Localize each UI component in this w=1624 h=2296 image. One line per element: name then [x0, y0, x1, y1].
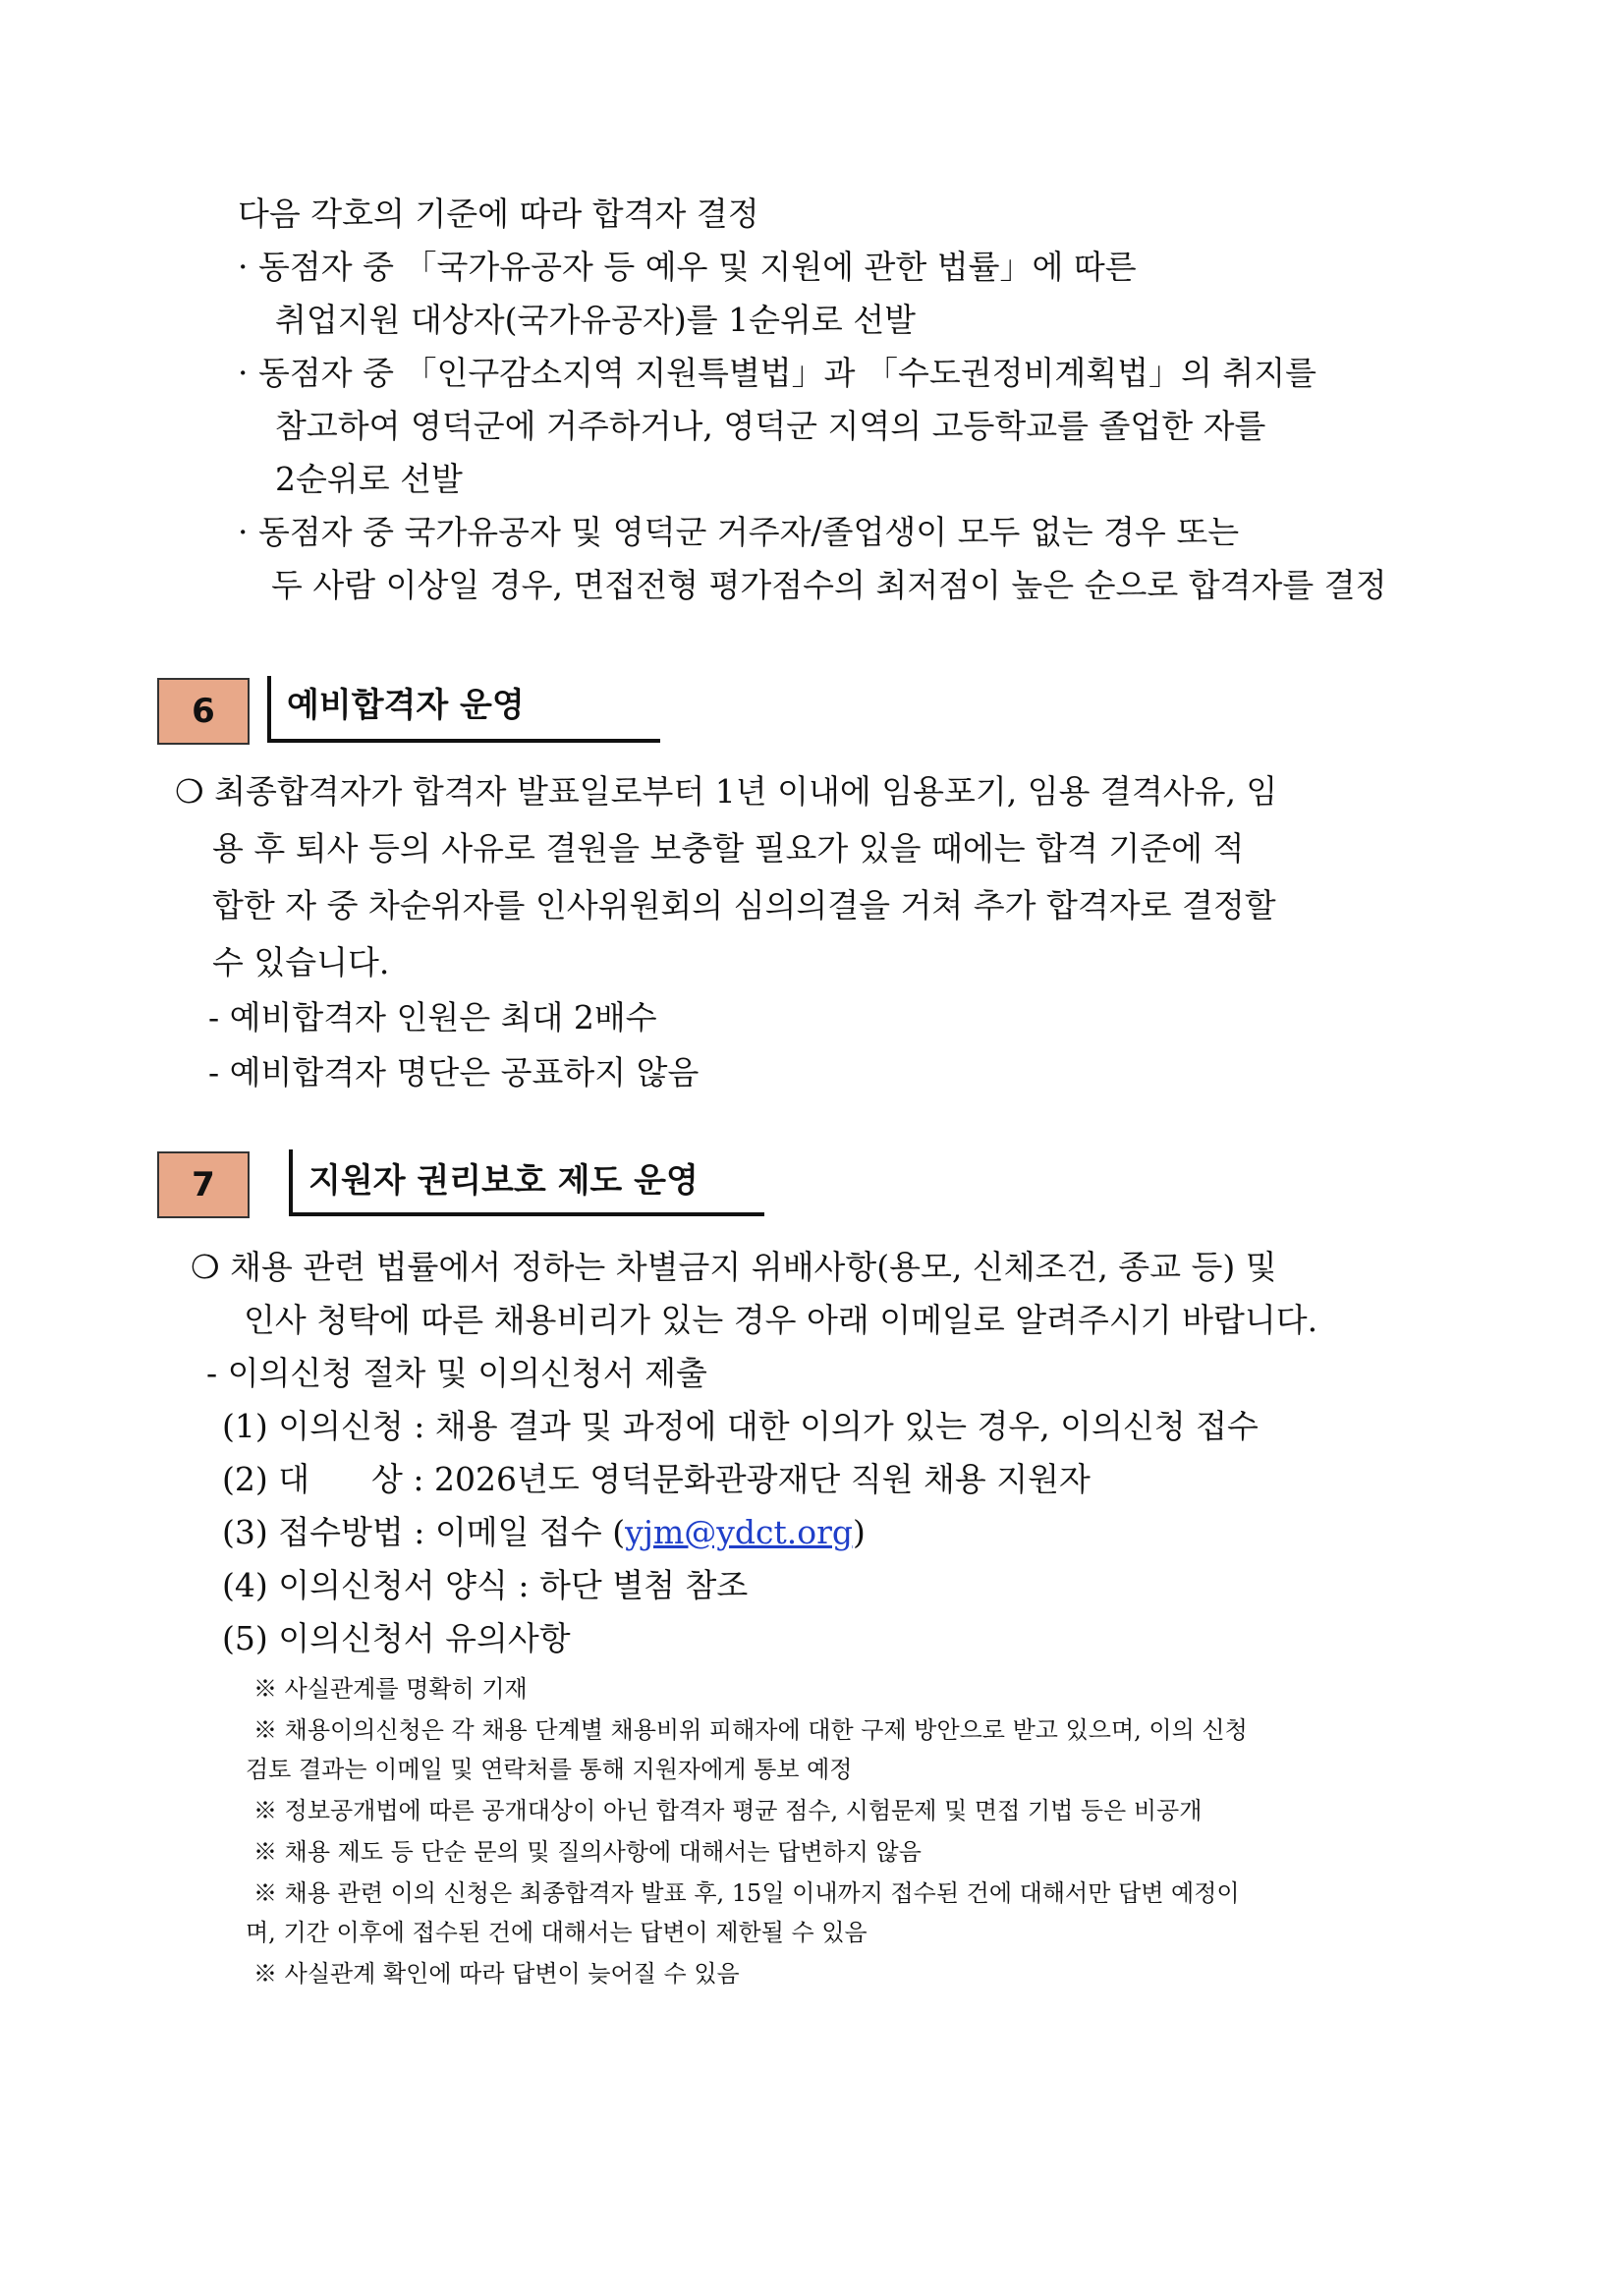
note-2-continued: 검토 결과는 이메일 및 연락처를 통해 지원자에게 통보 예정 — [246, 1756, 853, 1783]
note-6: ※ 사실관계 확인에 따라 답변이 늦어질 수 있음 — [253, 1960, 740, 1988]
section-6-para-line-3: 합한 자 중 차순위자를 인사위원회의 심의의결을 거쳐 추가 합격자로 결정할 — [212, 886, 1276, 924]
intro-line-5: 참고하여 영덕군에 거주하거나, 영덕군 지역의 고등학교를 졸업한 자를 — [275, 407, 1266, 445]
section-7-bar — [289, 1149, 293, 1214]
section-7-item-4: (4) 이의신청서 양식 : 하단 별첨 참조 — [222, 1566, 749, 1604]
section-7-item-3-prefix: (3) 접수방법 : 이메일 접수 ( — [222, 1513, 626, 1551]
section-7-item-2: (2) 대 상 : 2026년도 영덕문화관광재단 직원 채용 지원자 — [222, 1460, 1091, 1498]
section-6-bullet-2: - 예비합격자 명단은 공표하지 않음 — [208, 1053, 700, 1092]
section-7-item-3-suffix: ) — [853, 1513, 866, 1551]
note-5: ※ 채용 관련 이의 신청은 최종합격자 발표 후, 15일 이내까지 접수된 건에 대해서만 답변 예정이 — [253, 1879, 1240, 1907]
note-1: ※ 사실관계를 명확히 기재 — [253, 1675, 528, 1703]
section-6-underline — [267, 739, 660, 743]
section-6-bar — [267, 676, 271, 741]
section-7-title: 지원자 권리보호 제도 운영 — [308, 1161, 699, 1201]
note-2: ※ 채용이의신청은 각 채용 단계별 채용비위 피해자에 대한 구제 방안으로 받고 있으며, 이의 신청 — [253, 1716, 1248, 1744]
intro-line-4: · 동점자 중 「인구감소지역 지원특별법」과 「수도권정비계획법」의 취지를 — [238, 354, 1317, 392]
email-link[interactable]: yjm@ydct.org — [625, 1513, 854, 1551]
section-7-underline — [289, 1212, 764, 1216]
section-6-title: 예비합격자 운영 — [287, 686, 525, 725]
section-7-number: 7 — [157, 1151, 250, 1218]
intro-line-1: 다음 각호의 기준에 따라 합격자 결정 — [238, 195, 759, 233]
section-6-para-line-2: 용 후 퇴사 등의 사유로 결원을 보충할 필요가 있을 때에는 합격 기준에 적 — [212, 829, 1245, 868]
intro-line-3: 취업지원 대상자(국가유공자)를 1순위로 선발 — [275, 301, 917, 339]
section-6-para-line-1: ❍ 최종합격자가 합격자 발표일로부터 1년 이내에 임용포기, 임용 결격사유, 임 — [175, 772, 1278, 811]
note-3: ※ 정보공개법에 따른 공개대상이 아닌 합격자 평균 점수, 시험문제 및 면접 기법 등은 비공개 — [253, 1797, 1203, 1824]
section-7-item-1: (1) 이의신청 : 채용 결과 및 과정에 대한 이의가 있는 경우, 이의신청 접수 — [222, 1407, 1259, 1445]
section-7-subheading: - 이의신청 절차 및 이의신청서 제출 — [206, 1354, 707, 1392]
intro-line-6: 2순위로 선발 — [275, 460, 463, 498]
section-6-bullet-1: - 예비합격자 인원은 최대 2배수 — [208, 998, 657, 1036]
section-6-para-line-4: 수 있습니다. — [212, 943, 390, 981]
intro-line-7: · 동점자 중 국가유공자 및 영덕군 거주자/졸업생이 모두 없는 경우 또는 — [238, 513, 1240, 551]
section-7-para-line-1: ❍ 채용 관련 법률에서 정하는 차별금지 위배사항(용모, 신체조건, 종교 등) 및 — [191, 1248, 1277, 1286]
section-7-item-3 — [222, 1511, 866, 1554]
section-7-para-line-2: 인사 청탁에 따른 채용비리가 있는 경우 아래 이메일로 알려주시기 바랍니다. — [244, 1301, 1318, 1339]
intro-line-8: 두 사람 이상일 경우, 면접전형 평가점수의 최저점이 높은 순으로 합격자를 결정 — [271, 566, 1387, 604]
intro-line-2: · 동점자 중 「국가유공자 등 예우 및 지원에 관한 법률」에 따른 — [238, 248, 1137, 286]
note-5-continued: 며, 기간 이후에 접수된 건에 대해서는 답변이 제한될 수 있음 — [246, 1919, 868, 1946]
section-6-number: 6 — [157, 678, 250, 745]
section-7-item-5: (5) 이의신청서 유의사항 — [222, 1619, 571, 1657]
note-4: ※ 채용 제도 등 단순 문의 및 질의사항에 대해서는 답변하지 않음 — [253, 1838, 922, 1866]
